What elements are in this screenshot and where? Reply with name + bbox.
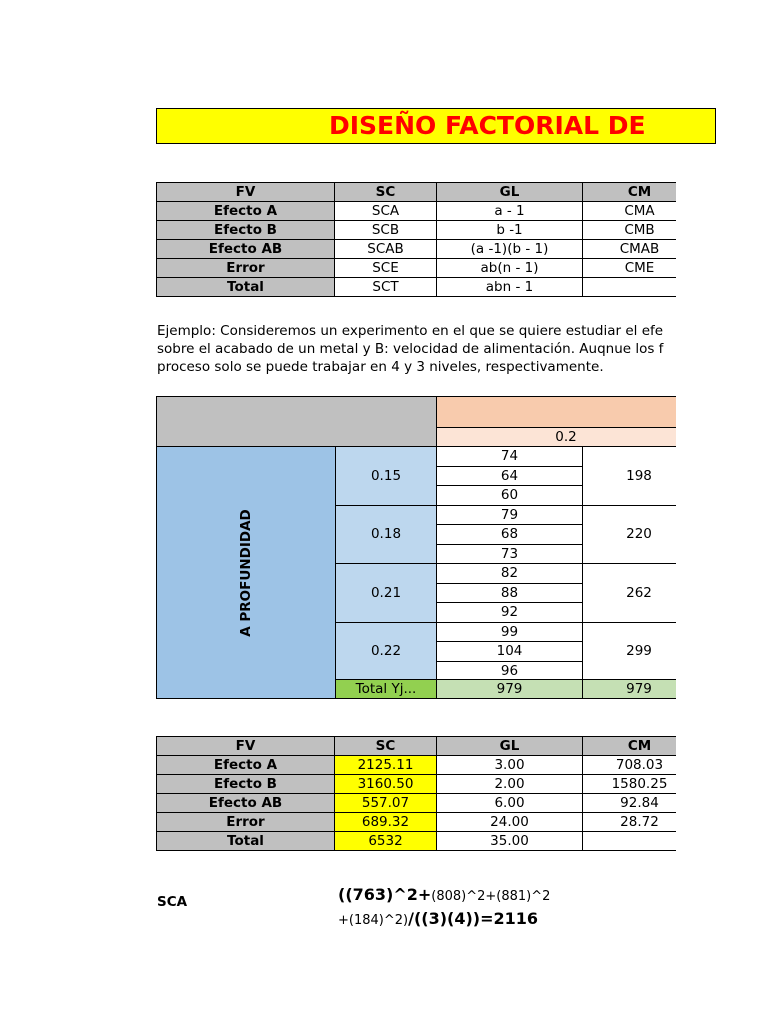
example-line: proceso solo se puede trabajar en 4 y 3 niveles, respectivamente. — [157, 359, 604, 375]
group-total-cell: 299 — [582, 622, 676, 682]
table-cell: 35.00 — [437, 832, 583, 851]
table-cell: SCB — [335, 221, 437, 240]
table-cell: abn - 1 — [437, 278, 583, 297]
table-cell — [583, 832, 677, 851]
formula-part: ((763)^2+ — [338, 885, 432, 904]
table-cell: ab(n - 1) — [437, 259, 583, 278]
a-level-cell: 0.15 — [335, 446, 437, 506]
example-line: Ejemplo: Consideremos un experimento en el que se quiere estudiar el efe — [157, 323, 664, 339]
table-cell: 557.07 — [335, 794, 437, 813]
example-paragraph — [157, 322, 697, 376]
table-cell: CMA — [583, 202, 677, 221]
column-header: CM — [583, 737, 677, 756]
row-label: Efecto B — [157, 221, 335, 240]
table-row — [157, 813, 677, 832]
corner-header — [156, 396, 437, 447]
table-row — [157, 259, 677, 278]
table-cell: a - 1 — [437, 202, 583, 221]
table-cell: SCT — [335, 278, 437, 297]
formula-part: (808)^2+(881)^2 — [431, 889, 551, 904]
table-cell: 6532 — [335, 832, 437, 851]
table-row — [157, 278, 677, 297]
total-label: Total Yj... — [335, 679, 437, 699]
table-cell: 6.00 — [437, 794, 583, 813]
table-cell: 28.72 — [583, 813, 677, 832]
table-row — [157, 794, 677, 813]
a-level-cell: 0.22 — [335, 622, 437, 682]
table-cell: 708.03 — [583, 756, 677, 775]
sca-label: SCA — [157, 894, 188, 910]
anova-results-table — [156, 736, 676, 851]
table-cell: b -1 — [437, 221, 583, 240]
column-header: GL — [437, 737, 583, 756]
table-cell: 1580.25 — [583, 775, 677, 794]
example-line: sobre el acabado de un metal y B: velocidad de alimentación. Auqnue los f — [157, 341, 664, 357]
table-cell: CMAB — [583, 240, 677, 259]
row-label: Error — [157, 259, 335, 278]
observation-cell: 96 — [436, 661, 583, 682]
table-cell: CMB — [583, 221, 677, 240]
sca-formula — [338, 884, 550, 932]
column-header: GL — [437, 183, 583, 202]
anova-results-clip — [0, 736, 676, 856]
group-total-cell: 220 — [582, 505, 676, 565]
observation-cell: 74 — [436, 446, 583, 467]
factor-b-header — [436, 396, 676, 428]
factor-a-block — [156, 446, 336, 699]
a-level-cell: 0.18 — [335, 505, 437, 565]
table-cell: SCAB — [335, 240, 437, 259]
anova-template-clip — [0, 182, 676, 302]
table-row — [157, 756, 677, 775]
page-title: DISEÑO FACTORIAL DE — [329, 111, 646, 140]
row-label: Total — [157, 278, 335, 297]
b-level-cell: 0.2 — [436, 427, 676, 447]
total-sum: 979 — [582, 679, 676, 699]
group-total-cell: 262 — [582, 563, 676, 623]
observation-cell: 99 — [436, 622, 583, 643]
column-header: SC — [335, 737, 437, 756]
header-row — [157, 737, 677, 756]
table-cell: SCE — [335, 259, 437, 278]
title-banner — [156, 108, 716, 144]
column-header: FV — [157, 183, 335, 202]
row-label: Efecto AB — [157, 240, 335, 259]
row-label: Efecto A — [157, 756, 335, 775]
a-level-cell: 0.21 — [335, 563, 437, 623]
column-header: CM — [583, 183, 677, 202]
table-row — [157, 221, 677, 240]
formula-part: /((3)(4))=2116 — [408, 909, 539, 928]
header-row — [157, 183, 677, 202]
observation-cell: 79 — [436, 505, 583, 526]
group-total-cell: 198 — [582, 446, 676, 506]
table-cell: SCA — [335, 202, 437, 221]
table-row — [157, 832, 677, 851]
observation-cell: 92 — [436, 602, 583, 623]
table-cell: (a -1)(b - 1) — [437, 240, 583, 259]
table-cell: 92.84 — [583, 794, 677, 813]
observation-cell: 82 — [436, 563, 583, 584]
observation-cell: 64 — [436, 466, 583, 487]
row-label: Error — [157, 813, 335, 832]
table-cell: 24.00 — [437, 813, 583, 832]
table-row — [157, 240, 677, 259]
column-header: SC — [335, 183, 437, 202]
total-obs: 979 — [436, 679, 583, 699]
column-header: FV — [157, 737, 335, 756]
table-cell: 2.00 — [437, 775, 583, 794]
table-cell: 2125.11 — [335, 756, 437, 775]
observation-cell: 68 — [436, 524, 583, 545]
table-row — [157, 202, 677, 221]
observation-cell: 88 — [436, 583, 583, 604]
table-cell — [583, 278, 677, 297]
row-label: Efecto A — [157, 202, 335, 221]
observation-cell: 73 — [436, 544, 583, 565]
observation-cell: 60 — [436, 485, 583, 506]
table-cell: CME — [583, 259, 677, 278]
factor-a-label: A PROFUNDIDAD — [238, 508, 254, 637]
table-cell: 3160.50 — [335, 775, 437, 794]
row-label: Efecto B — [157, 775, 335, 794]
table-cell: 3.00 — [437, 756, 583, 775]
table-row — [157, 775, 677, 794]
data-table — [0, 396, 676, 700]
formula-part: +(184)^2) — [338, 913, 409, 928]
row-label: Efecto AB — [157, 794, 335, 813]
row-label: Total — [157, 832, 335, 851]
anova-template-table — [156, 182, 676, 297]
table-cell: 689.32 — [335, 813, 437, 832]
observation-cell: 104 — [436, 641, 583, 662]
